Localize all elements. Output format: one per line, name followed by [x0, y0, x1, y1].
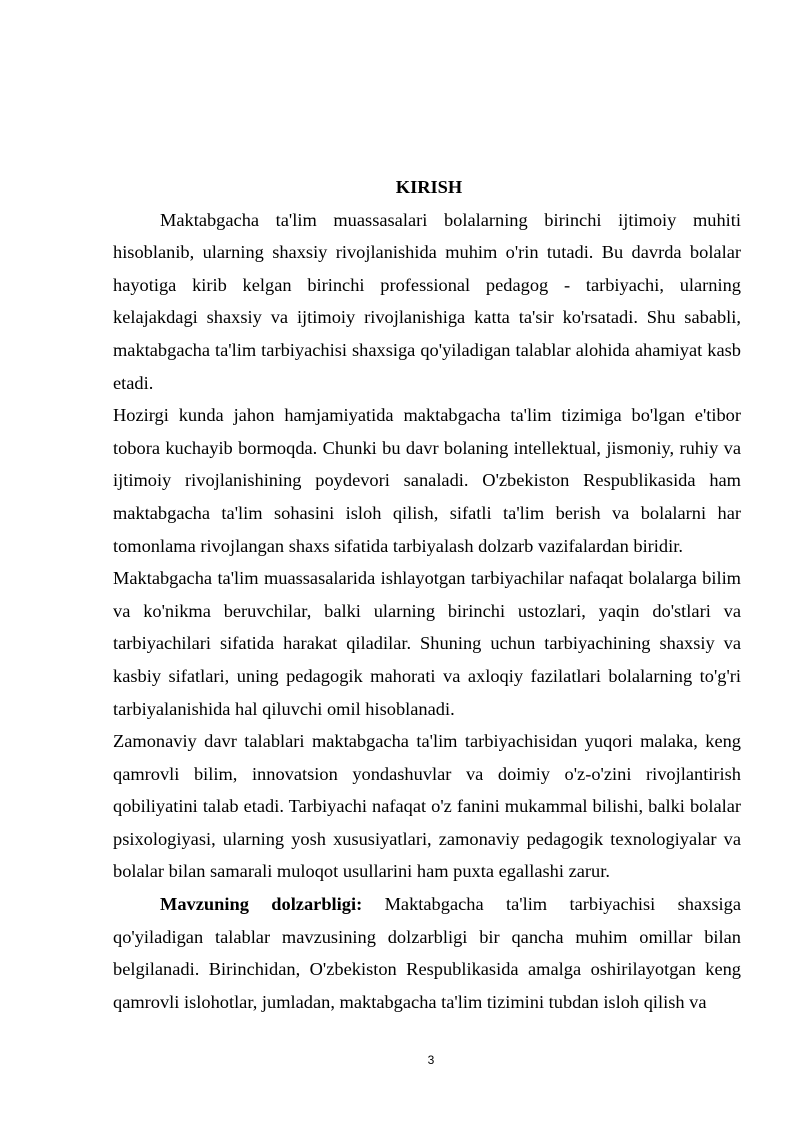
paragraph-world-attention: Hozirgi kunda jahon hamjamiyatida maktabgacha ta'lim tizimiga bo'lgan e'tibor tobora kuchayib bormoqda. Chunki bu davr bolaning intellektual, jismoniy, ruhiy va ijtimoiy rivojlanishining poydevori sanaladi. O'zbekiston Respublikasida ham maktabgacha ta'lim sohasini isloh qilish, sifatli ta'lim berish va bolalarni har tomonlama rivojlangan shaxs sifatida tarbiyalash dolzarb vazifalardan biridir. — [113, 405, 741, 556]
relevance-heading: Mavzuning dolzarbligi: — [160, 894, 363, 915]
paragraph-relevance — [113, 888, 741, 1018]
paragraph-intro: Maktabgacha ta'lim muassasalari bolalarning birinchi ijtimoiy muhiti hisoblanib, ularning shaxsiy rivojlanishida muhim o'rin tutadi. Bu davrda bolalar hayotiga kirib kelgan birinchi professional pedagog - tarbiyachi, ularning kelajakdagi shaxsiy va ijtimoiy rivojlanishiga katta ta'sir ko'rsatadi. Shu sababli, maktabgacha ta'lim tarbiyachisi shaxsiga qo'yiladigan talablar alohida ahamiyat kasb etadi. — [113, 209, 741, 393]
page-number: 3 — [427, 1053, 435, 1067]
relevance-text: Maktabgacha ta'lim tarbiyachisi shaxsiga qo'yiladigan talablar mavzusining dolzarbligi bir qancha muhim omillar bilan belgilanadi. Birinchidan, O'zbekiston Respublikasida amalga oshirilayotgan keng qamrovli islohotlar, jumladan, maktabgacha ta'lim tizimini tubdan isloh qilish va — [113, 894, 741, 1012]
page-body — [113, 171, 741, 1018]
section-title: KIRISH — [395, 177, 463, 197]
paragraph-educators-role: Maktabgacha ta'lim muassasalarida ishlayotgan tarbiyachilar nafaqat bolalarga bilim va ko'nikma beruvchilar, balki ularning birinchi ustozlari, yaqin do'stlari va tarbiyachilari sifatida harakat qiladilar. Shuning uchun tarbiyachining shaxsiy va kasbiy sifatlari, uning pedagogik mahorati va axloqiy fazilatlari bolalarning to'g'ri tarbiyalanishida hal qiluvchi omil hisoblanadi. — [113, 568, 741, 719]
paragraph-modern-requirements: Zamonaviy davr talablari maktabgacha ta'lim tarbiyachisidan yuqori malaka, keng qamrovli bilim, innovatsion yondashuvlar va doimiy o'z-o'zini rivojlantirish qobiliyatini talab etadi. Tarbiyachi nafaqat o'z fanini mukammal bilishi, balki bolalar psixologiyasi, ularning yosh xususiyatlari, zamonaviy pedagogik texnologiyalar va bolalar bilan samarali muloqot usullarini ham puxta egallashi zarur. — [113, 731, 741, 882]
